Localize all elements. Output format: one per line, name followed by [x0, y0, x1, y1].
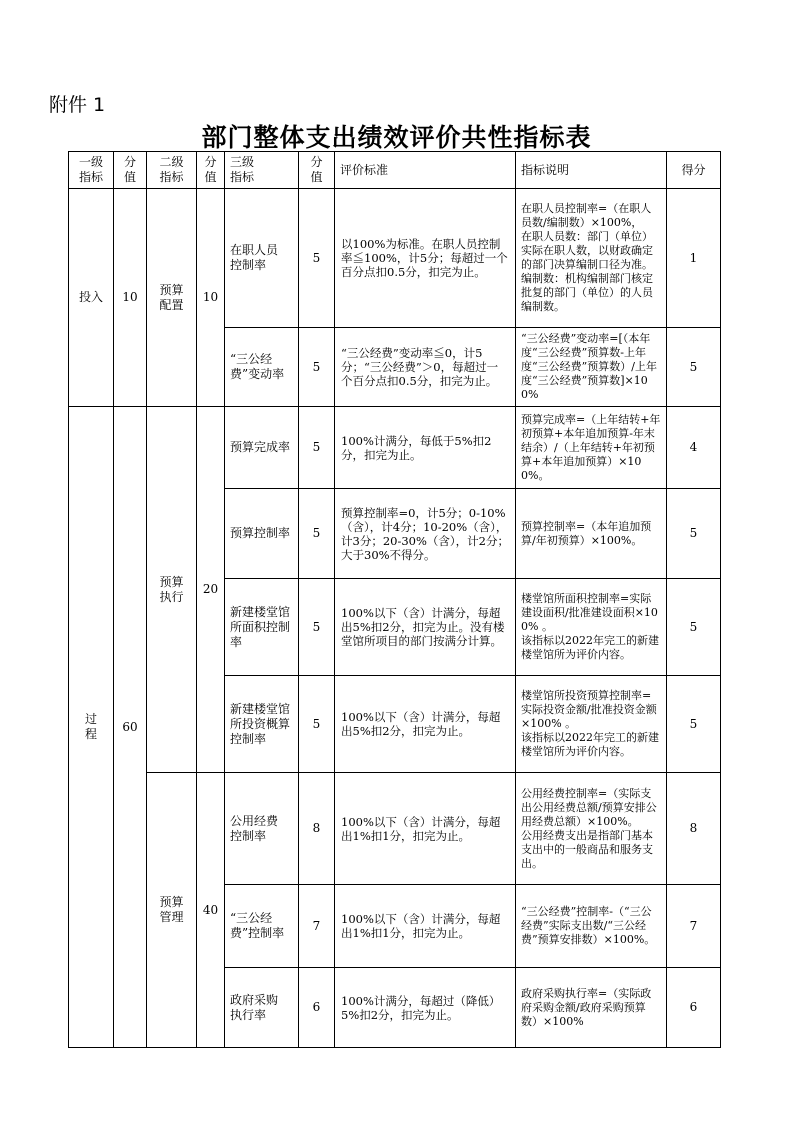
header-l1-score: 分 值	[114, 152, 147, 189]
points-earned: 5	[667, 489, 721, 579]
evaluation-standard: 预算控制率=0，计5分；0-10%（含），计4分；10-20%（含），计3分；20-30%（含），计2分；大于30%不得分。	[335, 489, 516, 579]
indicator-description: 预算完成率=（上年结转+年初预算+本年追加预算-年末结余）/（上年结转+年初预算+本年追加预算）×100%。	[516, 407, 667, 489]
header-description: 指标说明	[516, 152, 667, 189]
indicator-description: “三公经费”变动率=[（本年度“三公经费”预算数-上年度“三公经费”预算数）/上年度“三公经费”预算数]×100%	[516, 328, 667, 407]
header-row	[69, 152, 721, 189]
l2-indicator: 预算 配置	[147, 189, 197, 407]
points-earned: 5	[667, 579, 721, 676]
l3-indicator: 新建楼堂馆所投资概算控制率	[225, 676, 299, 773]
points-earned: 1	[667, 189, 721, 328]
l3-score: 8	[299, 773, 335, 885]
indicator-description: 楼堂馆所投资预算控制率=实际投资金额/批准投资金额×100% 。 该指标以2022年完工的新建楼堂馆所为评价内容。	[516, 676, 667, 773]
table-row	[69, 189, 721, 328]
l1-score: 10	[114, 189, 147, 407]
l3-score: 5	[299, 407, 335, 489]
indicator-description: 政府采购执行率=（实际政府采购金额/政府采购预算数）×100%	[516, 968, 667, 1048]
l3-indicator: 政府采购 执行率	[225, 968, 299, 1048]
l3-indicator: “三公经费”变动率	[225, 328, 299, 407]
points-earned: 8	[667, 773, 721, 885]
indicator-description: 预算控制率=（本年追加预算/年初预算）×100%。	[516, 489, 667, 579]
l2-score: 20	[197, 407, 225, 773]
header-l3-score: 分 值	[299, 152, 335, 189]
l3-indicator: “三公经费”控制率	[225, 885, 299, 968]
l3-score: 6	[299, 968, 335, 1048]
evaluation-standard: 100%计满分，每低于5%扣2分，扣完为止。	[335, 407, 516, 489]
header-points: 得分	[667, 152, 721, 189]
points-earned: 6	[667, 968, 721, 1048]
l3-indicator: 预算完成率	[225, 407, 299, 489]
evaluation-standard: 100%计满分，每超过（降低）5%扣2分，扣完为止。	[335, 968, 516, 1048]
l1-indicator: 投入	[69, 189, 114, 407]
table-row	[69, 407, 721, 489]
l3-score: 5	[299, 676, 335, 773]
attachment-label: 附件 1	[49, 94, 106, 116]
document-title: 部门整体支出绩效评价共性指标表	[201, 123, 592, 152]
points-earned: 5	[667, 328, 721, 407]
header-l1-indicator: 一级 指标	[69, 152, 114, 189]
l3-score: 5	[299, 189, 335, 328]
l3-indicator: 新建楼堂馆所面积控制率	[225, 579, 299, 676]
evaluation-standard: 100%以下（含）计满分，每超出1%扣1分，扣完为止。	[335, 773, 516, 885]
l3-score: 5	[299, 328, 335, 407]
l3-score: 5	[299, 579, 335, 676]
header-l3-indicator: 三级 指标	[225, 152, 299, 189]
points-earned: 5	[667, 676, 721, 773]
indicator-description: 公用经费控制率=（实际支出公用经费总额/预算安排公用经费总额）×100%。 公用经费支出是指部门基本支出中的一般商品和服务支出。	[516, 773, 667, 885]
indicator-description: 在职人员控制率=（在职人员数/编制数）×100%， 在职人员数：部门（单位）实际在职人数，以财政确定的部门决算编制口径为准。 编制数：机构编制部门核定批复的部门（单位）的人员编制数。	[516, 189, 667, 328]
l2-indicator: 预算 执行	[147, 407, 197, 773]
points-earned: 7	[667, 885, 721, 968]
l2-indicator: 预算 管理	[147, 773, 197, 1048]
l2-score: 40	[197, 773, 225, 1048]
l1-indicator: 过 程	[69, 407, 114, 1048]
evaluation-standard: 100%以下（含）计满分，每超出5%扣2分，扣完为止。	[335, 676, 516, 773]
indicator-description: “三公经费”控制率-（“三公经费”实际支出数/“三公经费”预算安排数）×100%。	[516, 885, 667, 968]
l3-indicator: 公用经费 控制率	[225, 773, 299, 885]
l3-score: 5	[299, 489, 335, 579]
header-l2-score: 分 值	[197, 152, 225, 189]
l3-score: 7	[299, 885, 335, 968]
points-earned: 4	[667, 407, 721, 489]
l1-score: 60	[114, 407, 147, 1048]
indicator-table	[68, 151, 721, 1048]
l3-indicator: 在职人员 控制率	[225, 189, 299, 328]
header-l2-indicator: 二级 指标	[147, 152, 197, 189]
l3-indicator: 预算控制率	[225, 489, 299, 579]
evaluation-standard: 100%以下（含）计满分，每超出1%扣1分，扣完为止。	[335, 885, 516, 968]
evaluation-standard: 100%以下（含）计满分，每超出5%扣2分，扣完为止。没有楼堂馆所项目的部门按满分计算。	[335, 579, 516, 676]
evaluation-standard: “三公经费”变动率≦0，计5分；“三公经费”＞0，每超过一个百分点扣0.5分，扣完为止。	[335, 328, 516, 407]
header-standard: 评价标准	[335, 152, 516, 189]
indicator-description: 楼堂馆所面积控制率=实际建设面积/批准建设面积×100% 。 该指标以2022年完工的新建楼堂馆所为评价内容。	[516, 579, 667, 676]
table-row	[69, 773, 721, 885]
l2-score: 10	[197, 189, 225, 407]
evaluation-standard: 以100%为标准。在职人员控制率≦100%，计5分；每超过一个百分点扣0.5分，扣完为止。	[335, 189, 516, 328]
